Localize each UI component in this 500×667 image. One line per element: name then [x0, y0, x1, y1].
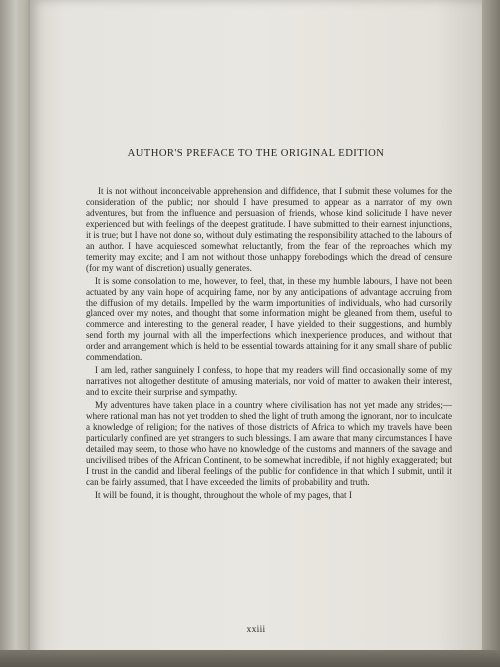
page-stack-edge — [482, 0, 500, 667]
paragraph-5: It will be found, it is thought, throughout the whole of my pages, that I — [95, 489, 352, 500]
chapter-heading: AUTHOR'S PREFACE TO THE ORIGINAL EDITION — [127, 148, 385, 159]
facing-page-edge — [0, 0, 34, 667]
page-number: xxiii — [246, 625, 266, 635]
paragraph-2: It is some consolation to me, however, to feel, that, in these my humble labours, I have not been actuated by any vain hope of acquiring fame, nor by any anticipations of advantage accruing from the diffusion of my details. Impelled by the warm importunities of individuals, who had cursorily glanced over my notes, and thought that some information might be gleaned from them, useful to commerce and interesting to the general reader, I have yielded to their suggestions, and humbly send forth my journal with all the imperfections which inexperience produces, and without that order and arrangement which is held to be essential towards attaining for it any small share of public commendation. — [86, 275, 452, 363]
table-surface — [0, 650, 500, 667]
paragraph-1: It is not without inconceivable apprehension and diffidence, that I submit these volumes for the consideration of the public; nor should I have presumed to appear as a narrator of my own adventures, but from the influence and persuasion of friends, whose kind solicitude I have never experienced but with feelings of the deepest gratitude. I have submitted to their earnest injunctions, it is true; but I have not done so, without duly estimating the responsibility attached to the labours of an author. I have acquiesced somewhat reluctantly, from the fear of the reproaches which my temerity may excite; and I am not without those unhappy forebodings which the dread of censure (for my want of discretion) usually generates. — [86, 186, 452, 273]
paragraph-3: I am led, rather sanguinely I confess, to hope that my readers will find occasionally some of my narratives not altogether destitute of amusing materials, nor void of matter to awaken their interest, and to excite their surprise and sympathy. — [86, 365, 452, 398]
preface-body — [86, 186, 452, 503]
paragraph-4: My adventures have taken place in a country where civilisation has not yet made any strides;—where rational man has not yet trodden to shed the light of truth among the ignorant, nor to inculcate a knowledge of religion; for the natives of those districts of Africa to which my travels have been particularly confined are yet strangers to such blessings. I am aware that many circumstances I have detailed may seem, to those who have no knowledge of the customs and manners of the savage and uncivilised tribes of the African Continent, to be somewhat incredible, if not highly exaggerated; but I trust in the candid and liberal feelings of the public for confidence in that which I submit, until it can be fairly assumed, that I have exceeded the limits of probability and truth. — [86, 400, 452, 487]
